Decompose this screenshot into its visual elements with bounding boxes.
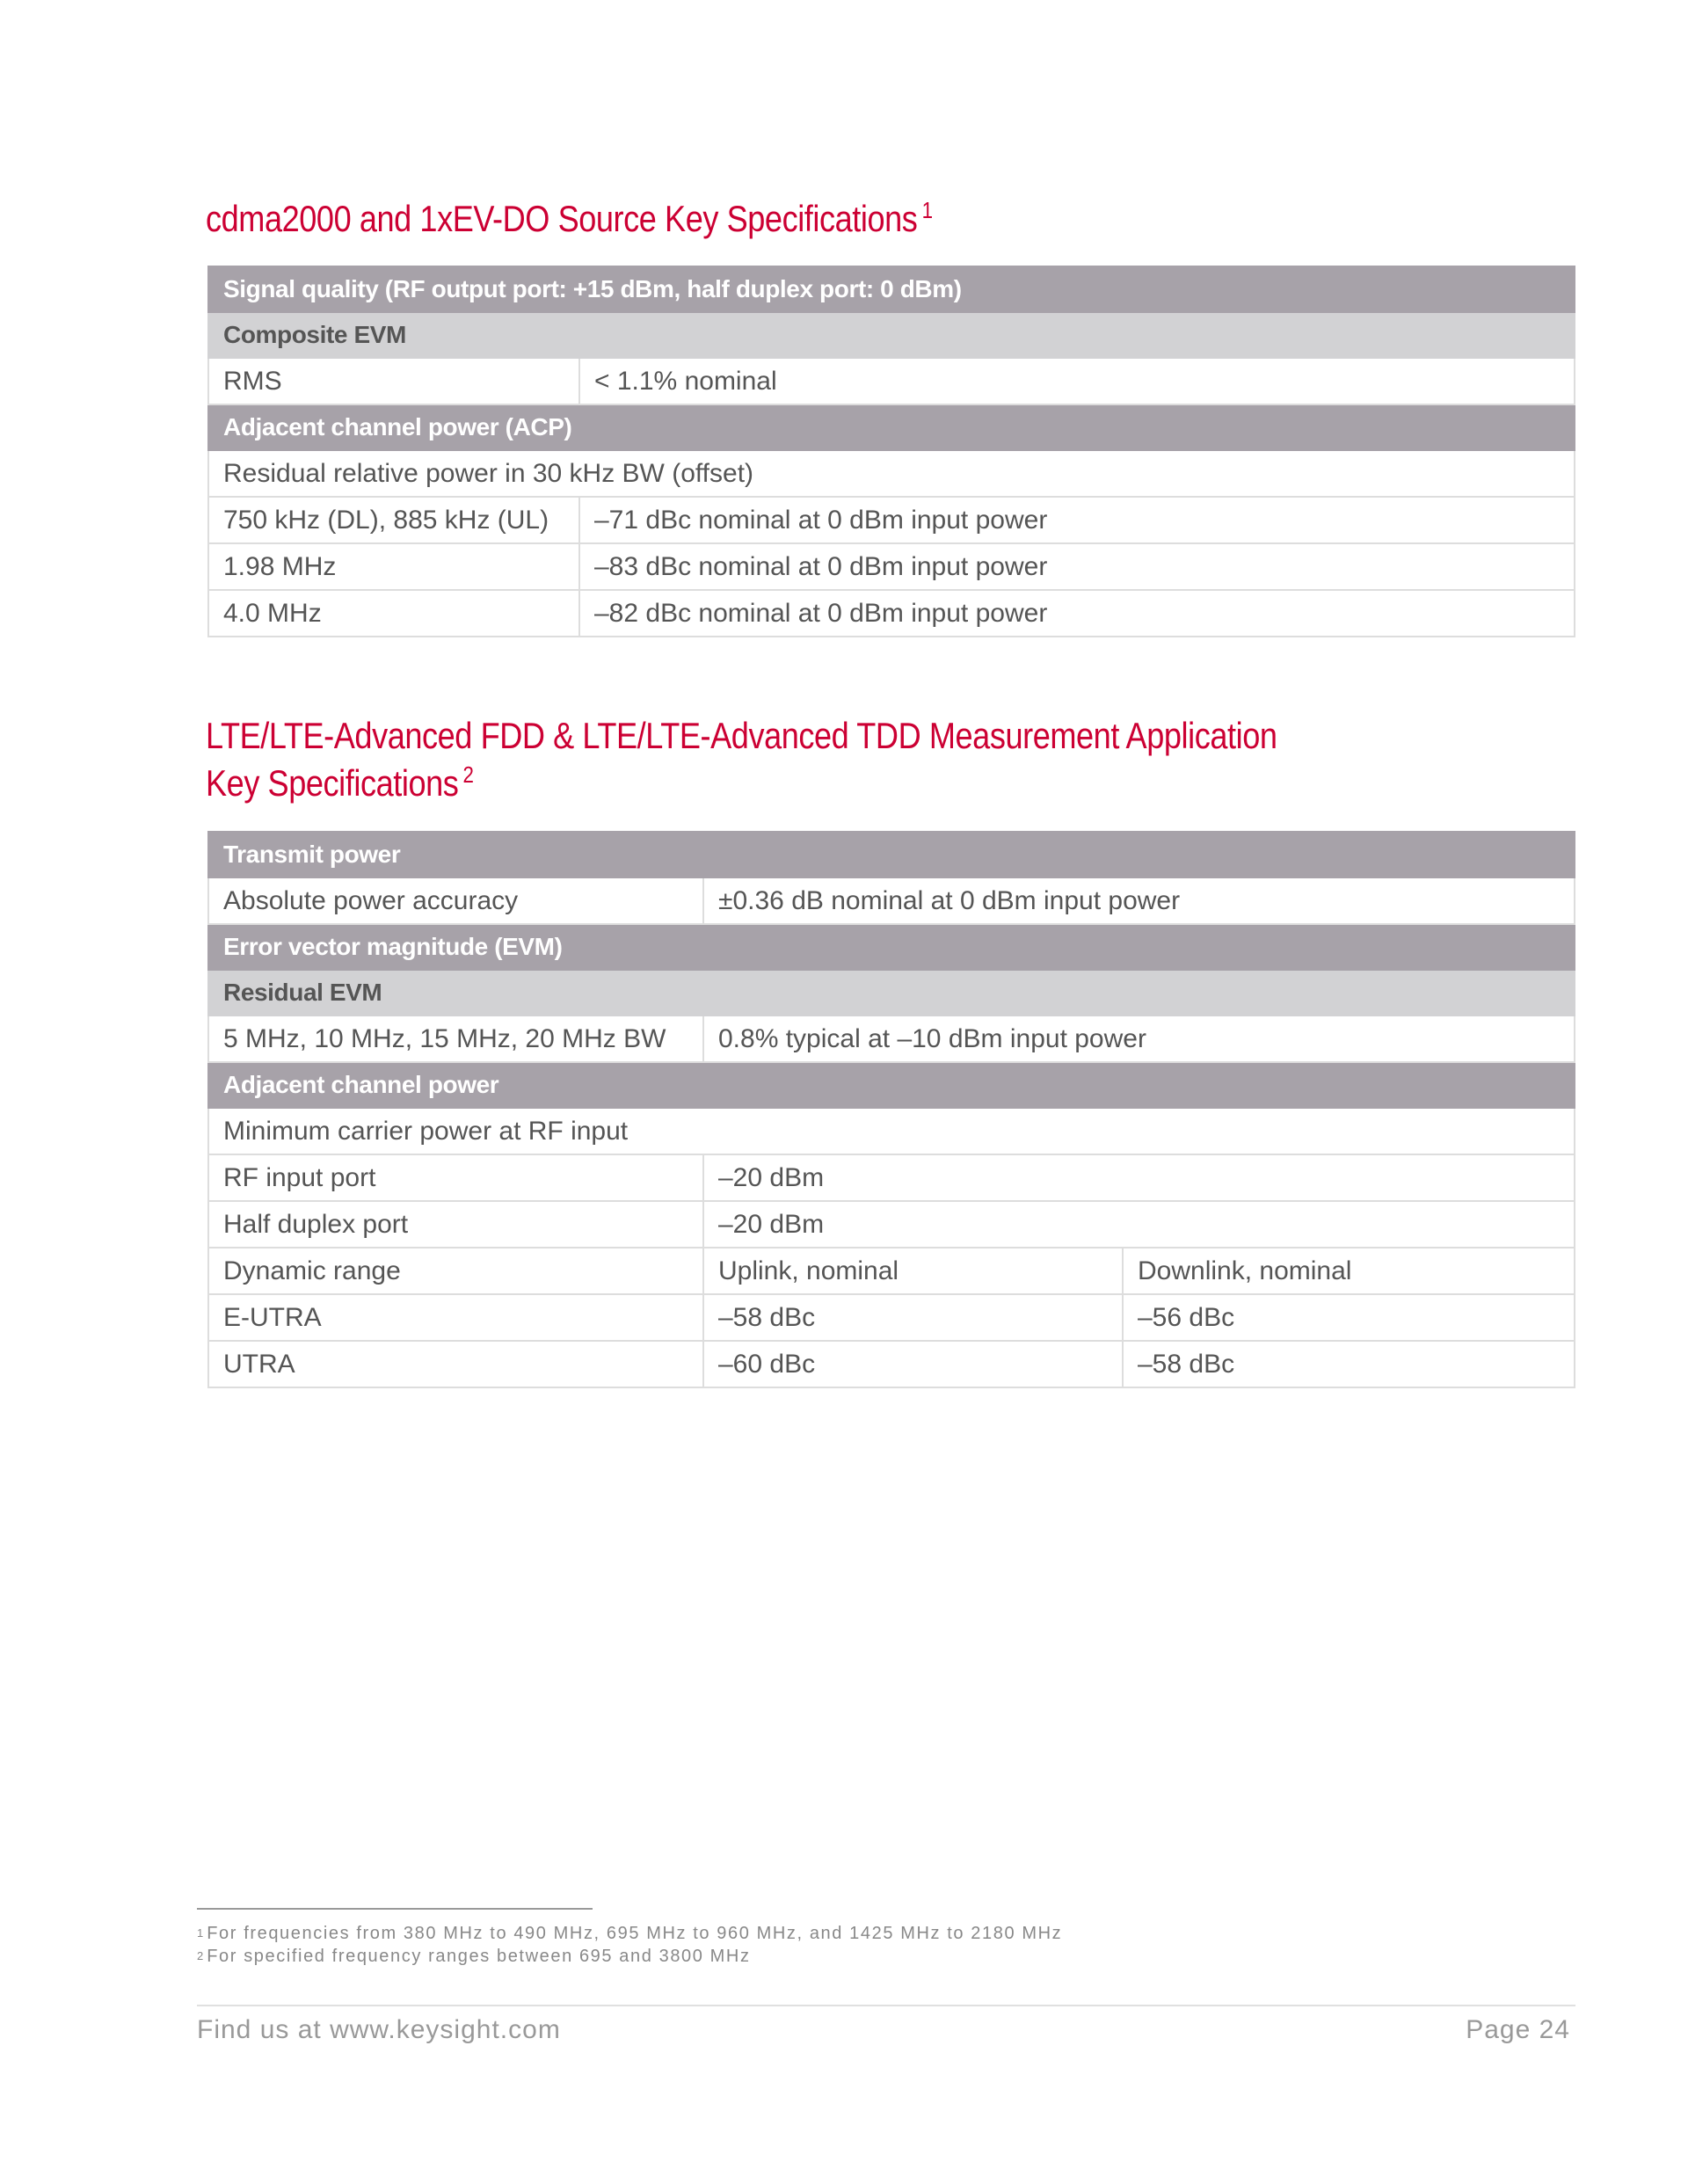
rms-value: < 1.1% nominal bbox=[579, 358, 1575, 404]
evm-header: Error vector magnitude (EVM) bbox=[208, 924, 1575, 970]
abs-power-value: ±0.36 dB nominal at 0 dBm input power bbox=[703, 877, 1575, 924]
offset-value: –71 dBc nominal at 0 dBm input power bbox=[579, 497, 1575, 543]
table-row bbox=[208, 1201, 1575, 1248]
evm-bw-label: 5 MHz, 10 MHz, 15 MHz, 20 MHz BW bbox=[208, 1016, 703, 1062]
residual-evm-header: Residual EVM bbox=[208, 970, 1575, 1016]
table-header-row bbox=[208, 1062, 1575, 1108]
table-row bbox=[208, 1108, 1575, 1154]
footnotes bbox=[197, 1922, 1062, 1968]
transmit-power-header: Transmit power bbox=[208, 832, 1575, 877]
min-carrier-label: Minimum carrier power at RF input bbox=[208, 1108, 1575, 1154]
table-row bbox=[208, 543, 1575, 590]
table-header-row bbox=[208, 404, 1575, 450]
eutra-uplink: –58 dBc bbox=[703, 1294, 1123, 1341]
composite-evm-header: Composite EVM bbox=[208, 312, 1575, 358]
offset-label: 4.0 MHz bbox=[208, 590, 579, 637]
rf-input-value: –20 dBm bbox=[703, 1154, 1575, 1201]
acp-header: Adjacent channel power bbox=[208, 1062, 1575, 1108]
table-row bbox=[208, 497, 1575, 543]
eutra-label: E-UTRA bbox=[208, 1294, 703, 1341]
rf-input-label: RF input port bbox=[208, 1154, 703, 1201]
table-row bbox=[208, 877, 1575, 924]
footer-divider bbox=[197, 2005, 1575, 2006]
footnote-2: $^2$ For specified frequency ranges between 695 and 3800 MHz bbox=[197, 1947, 751, 1966]
utra-downlink: –58 dBc bbox=[1123, 1341, 1575, 1387]
table-row bbox=[208, 1341, 1575, 1387]
table-row bbox=[208, 1016, 1575, 1062]
offset-value: –83 dBc nominal at 0 dBm input power bbox=[579, 543, 1575, 590]
offset-label: 1.98 MHz bbox=[208, 543, 579, 590]
utra-label: UTRA bbox=[208, 1341, 703, 1387]
half-duplex-value: –20 dBm bbox=[703, 1201, 1575, 1248]
section1-title: cdma2000 and 1xEV-DO Source Key Specifications $^1$ bbox=[206, 197, 933, 239]
residual-power-label: Residual relative power in 30 kHz BW (offset) bbox=[208, 450, 1575, 497]
evm-bw-value: 0.8% typical at –10 dBm input power bbox=[703, 1016, 1575, 1062]
cdma2000-spec-table bbox=[207, 266, 1575, 637]
footnote-ref-2: 2 bbox=[462, 761, 474, 788]
table-subheader-row bbox=[208, 312, 1575, 358]
acp-header: Adjacent channel power (ACP) bbox=[208, 404, 1575, 450]
table-row bbox=[208, 450, 1575, 497]
eutra-downlink: –56 dBc bbox=[1123, 1294, 1575, 1341]
footnote-divider bbox=[197, 1908, 593, 1910]
dynamic-range-label: Dynamic range bbox=[208, 1248, 703, 1294]
signal-quality-header: Signal quality (RF output port: +15 dBm, half duplex port: 0 dBm) bbox=[208, 266, 1575, 312]
table-row bbox=[208, 1294, 1575, 1341]
abs-power-label: Absolute power accuracy bbox=[208, 877, 703, 924]
downlink-header: Downlink, nominal bbox=[1123, 1248, 1575, 1294]
footer-website-link[interactable]: Find us at www.keysight.com bbox=[197, 2015, 561, 2044]
footnote-1: $^1$ For frequencies from 380 MHz to 490 MHz, 695 MHz to 960 MHz, and 1425 MHz to 2180 MHz bbox=[197, 1924, 1063, 1943]
uplink-header: Uplink, nominal bbox=[703, 1248, 1123, 1294]
table-row bbox=[208, 358, 1575, 404]
footnote-ref-1: 1 bbox=[921, 197, 933, 223]
half-duplex-label: Half duplex port bbox=[208, 1201, 703, 1248]
table-header-row bbox=[208, 924, 1575, 970]
utra-uplink: –60 dBc bbox=[703, 1341, 1123, 1387]
table-header-row bbox=[208, 832, 1575, 877]
table-row bbox=[208, 1248, 1575, 1294]
lte-spec-table bbox=[207, 831, 1575, 1388]
table-row bbox=[208, 1154, 1575, 1201]
table-row bbox=[208, 590, 1575, 637]
page-number: Page 24 bbox=[1466, 2015, 1570, 2044]
table-header-row bbox=[208, 266, 1575, 312]
section2-title: LTE/LTE-Advanced FDD & LTE/LTE-Advanced TDD Measurement Application Key Specifications $^2$ bbox=[206, 715, 1277, 804]
table-subheader-row bbox=[208, 970, 1575, 1016]
rms-label: RMS bbox=[208, 358, 579, 404]
offset-value: –82 dBc nominal at 0 dBm input power bbox=[579, 590, 1575, 637]
offset-label: 750 kHz (DL), 885 kHz (UL) bbox=[208, 497, 579, 543]
